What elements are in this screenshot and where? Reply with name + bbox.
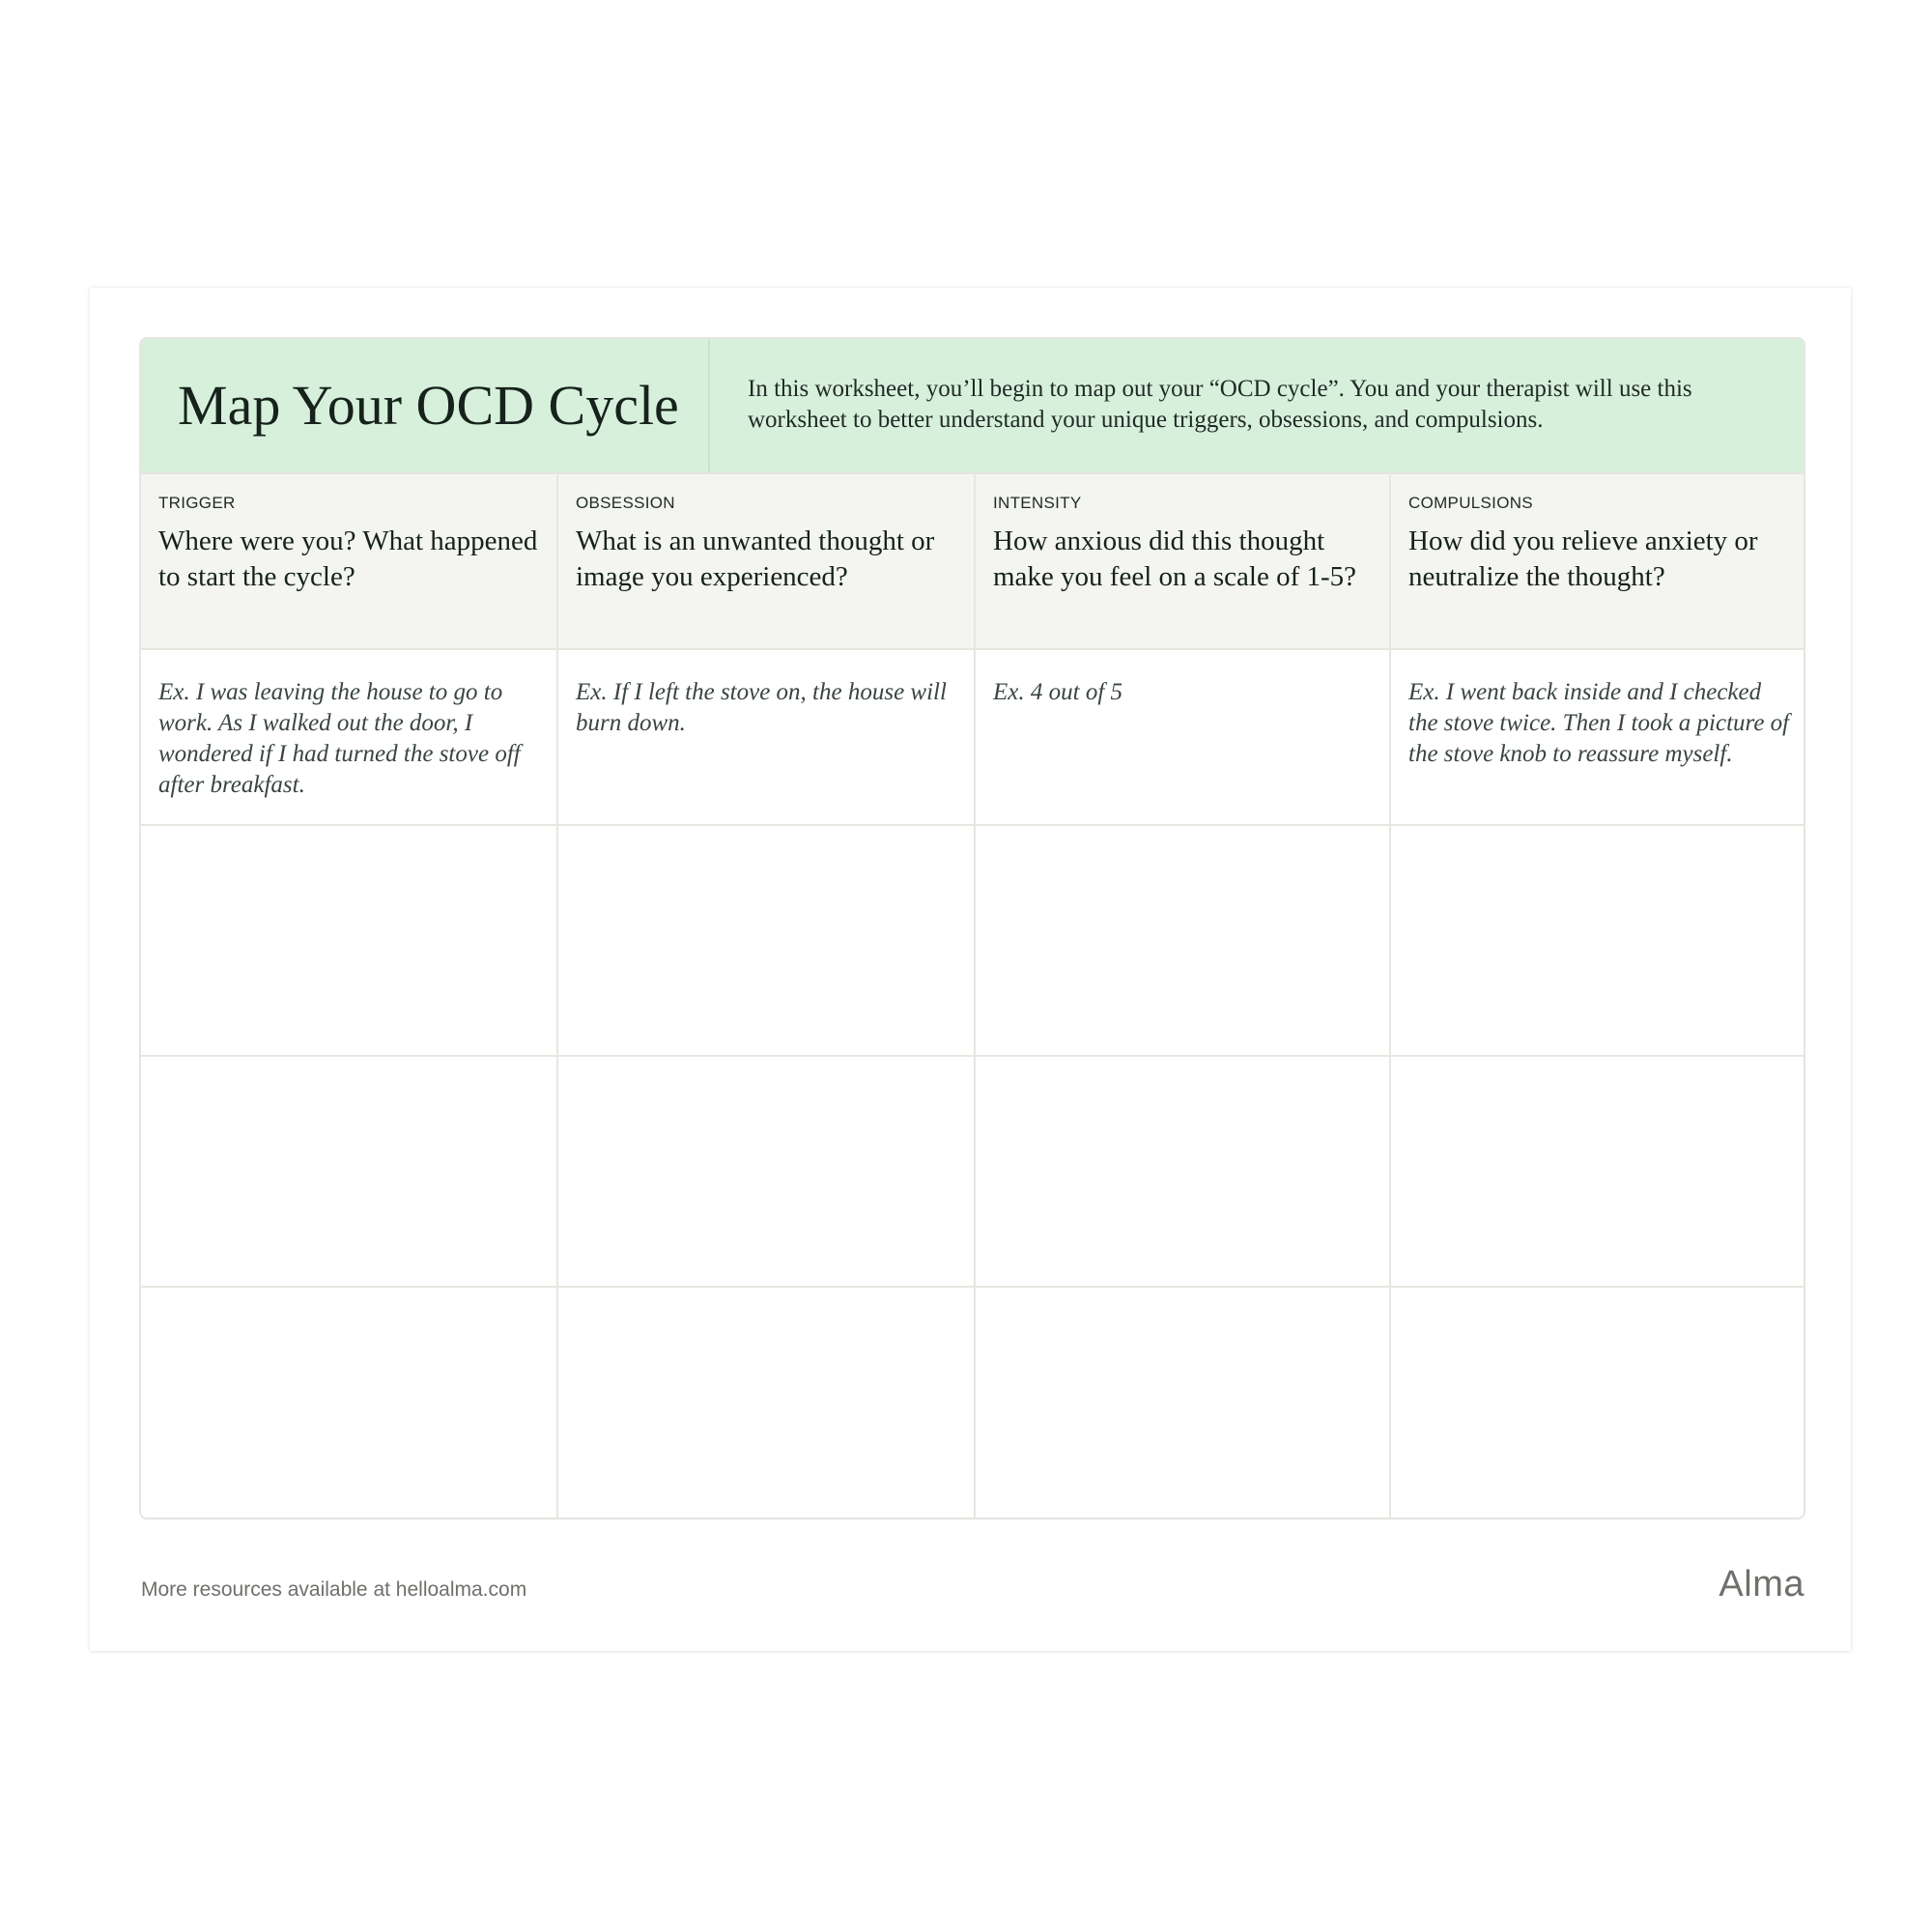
entry-cell[interactable]	[1391, 1288, 1805, 1519]
example-cell-compulsions	[1391, 650, 1805, 826]
example-cell-obsession	[558, 650, 976, 826]
column-question: Where were you? What happened to start the cycle?	[158, 526, 538, 592]
entry-cell[interactable]	[558, 826, 976, 1057]
column-header-obsession	[558, 474, 976, 650]
example-cell-intensity	[976, 650, 1391, 826]
column-label: COMPULSIONS	[1408, 494, 1533, 512]
entry-cell[interactable]	[976, 826, 1391, 1057]
example-text: Ex. I was leaving the house to go to work. As I walked out the door, I wondered if I had turned the stove off after breakfast.	[158, 679, 521, 798]
column-question: What is an unwanted thought or image you experienced?	[576, 526, 935, 592]
column-label: TRIGGER	[158, 494, 236, 512]
alma-logo: Alma	[1719, 1564, 1804, 1605]
footer-resources-note: More resources available at helloalma.com	[141, 1578, 527, 1601]
column-header-intensity	[976, 474, 1391, 650]
column-label: OBSESSION	[576, 494, 675, 512]
entry-cell[interactable]	[1391, 1057, 1805, 1288]
title-banner	[141, 339, 1804, 474]
entry-cell[interactable]	[976, 1057, 1391, 1288]
worksheet-table	[139, 337, 1805, 1520]
entry-cell[interactable]	[976, 1288, 1391, 1519]
column-label: INTENSITY	[993, 494, 1082, 512]
entry-cell[interactable]	[141, 826, 558, 1057]
example-cell-trigger	[141, 650, 558, 826]
entry-cell[interactable]	[141, 1057, 558, 1288]
worksheet-page	[90, 288, 1851, 1651]
column-question: How did you relieve anxiety or neutralize the thought?	[1408, 526, 1758, 592]
worksheet-intro: In this worksheet, you’ll begin to map out your “OCD cycle”. You and your therapist will use this worksheet to better understand your unique triggers, obsessions, and compulsions.	[748, 376, 1692, 433]
entry-cell[interactable]	[141, 1288, 558, 1519]
column-header-compulsions	[1391, 474, 1805, 650]
entry-cell[interactable]	[558, 1288, 976, 1519]
worksheet-title: Map Your OCD Cycle	[178, 374, 679, 437]
example-text: Ex. I went back inside and I checked the stove twice. Then I took a picture of the stove knob to reassure myself.	[1408, 679, 1790, 767]
worksheet-grid	[141, 474, 1804, 1519]
example-text: Ex. If I left the stove on, the house will burn down.	[576, 679, 947, 736]
entry-cell[interactable]	[1391, 826, 1805, 1057]
column-header-trigger	[141, 474, 558, 650]
column-question: How anxious did this thought make you feel on a scale of 1-5?	[993, 526, 1357, 592]
example-text: Ex. 4 out of 5	[993, 679, 1123, 705]
entry-cell[interactable]	[558, 1057, 976, 1288]
banner-divider	[708, 339, 710, 472]
